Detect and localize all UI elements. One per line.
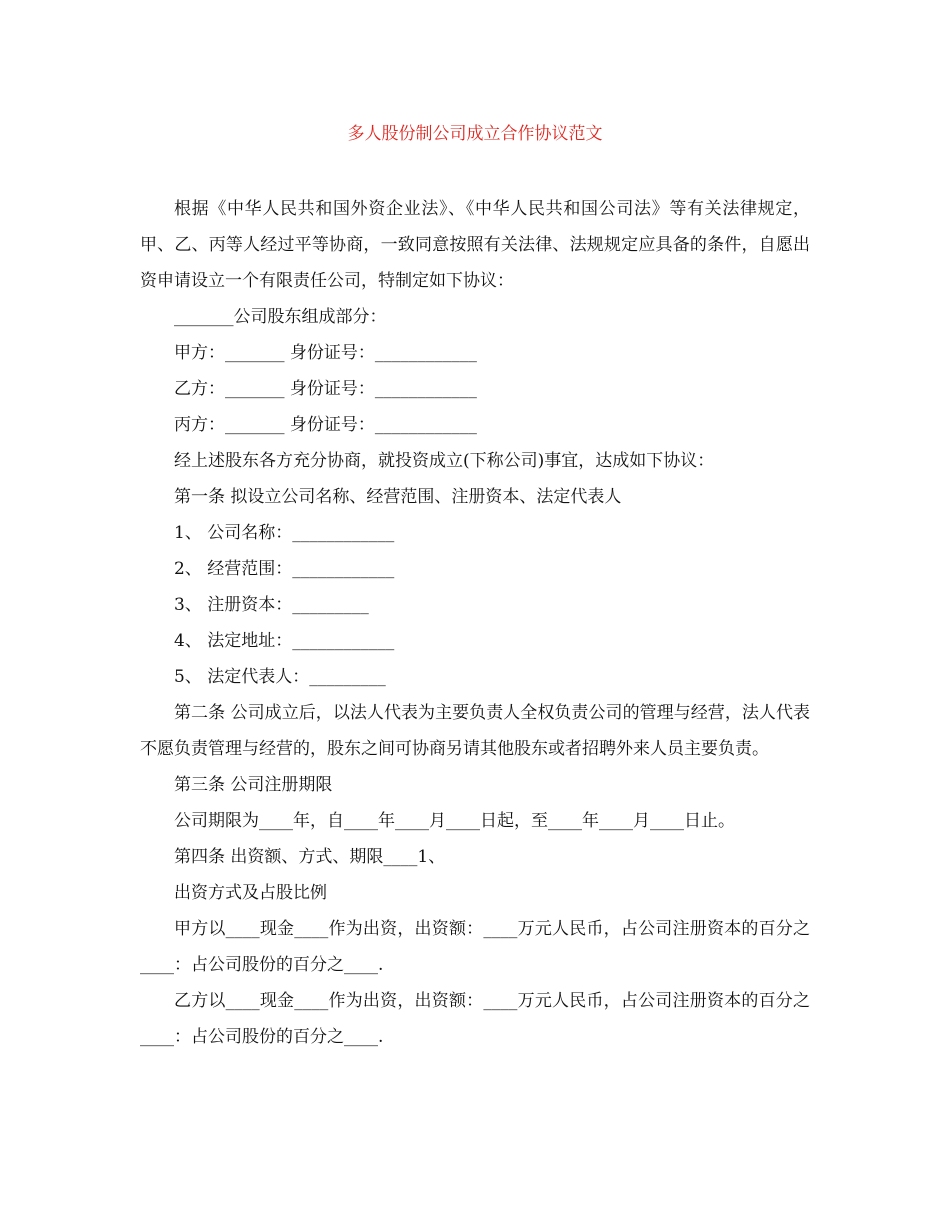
paragraph-business-scope: 2、 经营范围：____________ — [174, 559, 395, 579]
paragraph-legal-address: 4、 法定地址：____________ — [174, 631, 395, 651]
paragraph-article-2: 第二条 公司成立后，以法人代表为主要负责人全权负责公司的管理与经营，法人代表不愿负责管理与经营的，股东之间可协商另请其他股东或者招聘外来人员主要负责。 — [140, 703, 810, 759]
paragraph-article-4: 第四条 出资额、方式、期限____1、 — [174, 847, 446, 867]
paragraph-party-c: 丙方：_______ 身份证号：____________ — [174, 415, 477, 435]
paragraph-party-b: 乙方：_______ 身份证号：____________ — [174, 379, 477, 399]
paragraph-shareholders-heading: _______公司股东组成部分： — [174, 307, 387, 327]
paragraph-agreement-intro: 经上述股东各方充分协商，就投资成立(下称公司)事宜，达成如下协议： — [174, 451, 715, 471]
paragraph-party-b-contribution: 乙方以____现金____作为出资，出资额：____万元人民币，占公司注册资本的百分之____：占公司股份的百分之____. — [140, 991, 810, 1047]
paragraph-registered-capital: 3、 注册资本：_________ — [174, 595, 369, 615]
paragraph-contribution-method: 出资方式及占股比例 — [174, 883, 327, 903]
paragraph-company-name: 1、 公司名称：____________ — [174, 523, 395, 543]
paragraph-article-3: 第三条 公司注册期限 — [174, 775, 333, 795]
paragraph-party-a-contribution: 甲方以____现金____作为出资，出资额：____万元人民币，占公司注册资本的百分之____：占公司股份的百分之____. — [140, 919, 810, 975]
paragraph-party-a: 甲方：_______ 身份证号：____________ — [174, 343, 477, 363]
paragraph-preamble: 根据《中华人民共和国外资企业法》、《中华人民共和国公司法》等有关法律规定，甲、乙、丙等人经过平等协商，一致同意按照有关法律、法规规定应具备的条件，自愿出资申请设立一个有限责任公司，特制定如下协议： — [140, 199, 810, 291]
paragraph-article-1: 第一条 拟设立公司名称、经营范围、注册资本、法定代表人 — [174, 487, 622, 507]
paragraph-legal-representative: 5、 法定代表人：_________ — [174, 667, 386, 687]
document-title: 多人股份制公司成立合作协议范文 — [347, 124, 603, 144]
document-body — [140, 191, 810, 1055]
paragraph-company-term: 公司期限为____年，自____年____月____日起，至____年____月____日止。 — [174, 811, 735, 831]
